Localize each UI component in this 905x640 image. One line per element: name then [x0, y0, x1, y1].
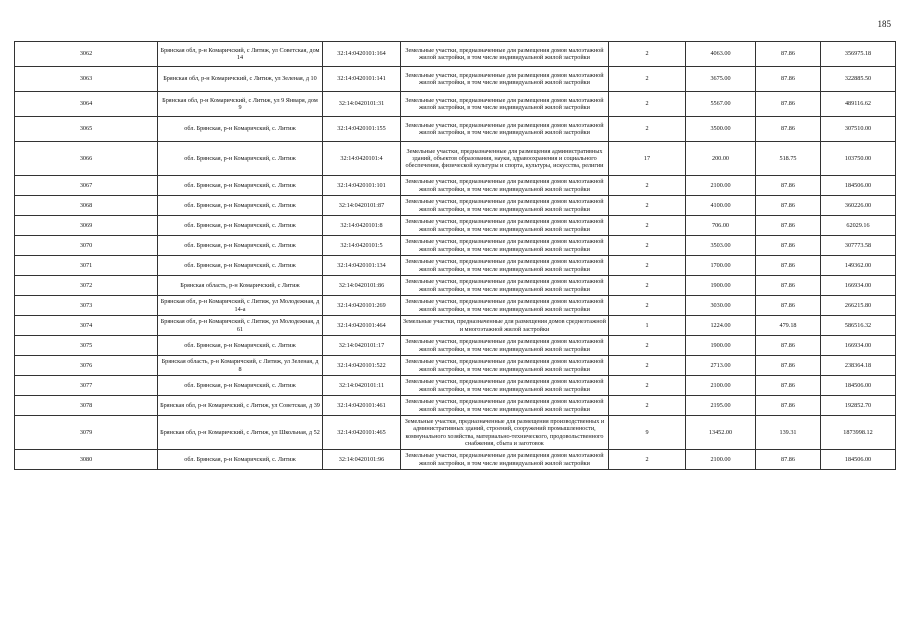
rate-cell: 87.86: [756, 67, 821, 92]
address-cell: обл. Брянская, р-н Комаричский, с. Литиж: [158, 256, 323, 276]
address-cell: обл. Брянская, р-н Комаричский, с. Литиж: [158, 376, 323, 396]
address-cell: обл. Брянская, р-н Комаричский, с. Литиж: [158, 142, 323, 176]
address-cell: обл. Брянская, р-н Комаричский, с. Литиж: [158, 176, 323, 196]
cadastral-value-cell: 266215.80: [821, 296, 896, 316]
cadastral-value-cell: 149362.00: [821, 256, 896, 276]
land-use-cell: Земельные участки, предназначенные для размещения домов малоэтажной жилой застройки, в том числе индивидуальной жилой застройки: [401, 92, 609, 117]
area-cell: 4100.00: [686, 196, 756, 216]
area-cell: 3675.00: [686, 67, 756, 92]
rate-cell: 87.86: [756, 117, 821, 142]
area-cell: 200.00: [686, 142, 756, 176]
group-cell: 17: [609, 142, 686, 176]
table-row: [15, 336, 896, 356]
row-number: 3067: [15, 176, 158, 196]
group-cell: 2: [609, 92, 686, 117]
row-number: 3076: [15, 356, 158, 376]
table-row: [15, 356, 896, 376]
cadastral-value-cell: 103750.00: [821, 142, 896, 176]
address-cell: Брянская обл, р-н Комаричский, с Литиж, ул Молодежная, д 61: [158, 316, 323, 336]
rate-cell: 518.75: [756, 142, 821, 176]
rate-cell: 479.18: [756, 316, 821, 336]
table-row: [15, 117, 896, 142]
area-cell: 2100.00: [686, 176, 756, 196]
area-cell: 3503.00: [686, 236, 756, 256]
row-number: 3074: [15, 316, 158, 336]
address-cell: обл. Брянская, р-н Комаричский, с. Литиж: [158, 336, 323, 356]
page-number: 185: [877, 19, 891, 29]
area-cell: 1900.00: [686, 276, 756, 296]
group-cell: 2: [609, 356, 686, 376]
cadastral-number-cell: 32:14:0420101:461: [323, 396, 401, 416]
cadastral-value-cell: 586516.32: [821, 316, 896, 336]
address-cell: обл. Брянская, р-н Комаричский, с. Литиж: [158, 450, 323, 470]
land-use-cell: Земельные участки, предназначенные для размещения домов малоэтажной жилой застройки, в том числе индивидуальной жилой застройки: [401, 296, 609, 316]
land-use-cell: Земельные участки, предназначенные для размещения домов малоэтажной жилой застройки, в том числе индивидуальной жилой застройки: [401, 376, 609, 396]
area-cell: 1224.00: [686, 316, 756, 336]
row-number: 3065: [15, 117, 158, 142]
address-cell: Брянская обл, р-н Комаричский, с Литиж, ул Молодежная, д 14-а: [158, 296, 323, 316]
cadastral-number-cell: 32:14:0420101:522: [323, 356, 401, 376]
area-cell: 1900.00: [686, 336, 756, 356]
land-use-cell: Земельные участки, предназначенные для размещения домов малоэтажной жилой застройки, в том числе индивидуальной жилой застройки: [401, 356, 609, 376]
address-cell: Брянская область, р-н Комаричский, с Литиж, ул Зеленая, д 8: [158, 356, 323, 376]
group-cell: 9: [609, 416, 686, 450]
rate-cell: 87.86: [756, 236, 821, 256]
row-number: 3080: [15, 450, 158, 470]
table-row: [15, 296, 896, 316]
row-number: 3071: [15, 256, 158, 276]
rate-cell: 87.86: [756, 356, 821, 376]
land-use-cell: Земельные участки, предназначенные для размещения домов малоэтажной жилой застройки, в том числе индивидуальной жилой застройки: [401, 396, 609, 416]
rate-cell: 87.86: [756, 42, 821, 67]
rate-cell: 87.86: [756, 336, 821, 356]
table-row: [15, 67, 896, 92]
cadastral-number-cell: 32:14:0420101:141: [323, 67, 401, 92]
table-row: [15, 196, 896, 216]
group-cell: 1: [609, 316, 686, 336]
group-cell: 2: [609, 236, 686, 256]
group-cell: 2: [609, 67, 686, 92]
area-cell: 2195.00: [686, 396, 756, 416]
rate-cell: 87.86: [756, 376, 821, 396]
cadastral-number-cell: 32:14:0420101:96: [323, 450, 401, 470]
group-cell: 2: [609, 196, 686, 216]
rate-cell: 87.86: [756, 276, 821, 296]
table-row: [15, 416, 896, 450]
address-cell: обл. Брянская, р-н Комаричский, с. Литиж: [158, 216, 323, 236]
cadastral-number-cell: 32:14:0420101:4: [323, 142, 401, 176]
cadastral-number-cell: 32:14:0420101:87: [323, 196, 401, 216]
table-row: [15, 376, 896, 396]
rate-cell: 87.86: [756, 176, 821, 196]
cadastral-value-cell: 1873998.12: [821, 416, 896, 450]
land-use-cell: Земельные участки, предназначенные для размещения домов малоэтажной жилой застройки, в том числе индивидуальной жилой застройки: [401, 117, 609, 142]
land-use-cell: Земельные участки, предназначенные для размещения домов малоэтажной жилой застройки, в том числе индивидуальной жилой застройки: [401, 276, 609, 296]
cadastral-value-cell: 307773.58: [821, 236, 896, 256]
row-number: 3070: [15, 236, 158, 256]
group-cell: 2: [609, 296, 686, 316]
land-use-cell: Земельные участки, предназначенные для размещения домов малоэтажной жилой застройки, в том числе индивидуальной жилой застройки: [401, 256, 609, 276]
cadastral-value-cell: 489116.62: [821, 92, 896, 117]
cadastral-number-cell: 32:14:0420101:269: [323, 296, 401, 316]
area-cell: 2713.00: [686, 356, 756, 376]
group-cell: 2: [609, 256, 686, 276]
land-use-cell: Земельные участки, предназначенные для размещения административных зданий, объектов образования, науки, здравоохранения и социального обеспечения, физической культуры и спорта, культуры, искусства, религии: [401, 142, 609, 176]
cadastral-value-cell: 166934.00: [821, 336, 896, 356]
row-number: 3063: [15, 67, 158, 92]
table-row: [15, 176, 896, 196]
row-number: 3068: [15, 196, 158, 216]
table-row: [15, 42, 896, 67]
address-cell: Брянская обл, р-н Комаричский, с Литиж, ул Зеленая, д 10: [158, 67, 323, 92]
table-row: [15, 92, 896, 117]
land-use-cell: Земельные участки, предназначенные для размещения домов малоэтажной жилой застройки, в том числе индивидуальной жилой застройки: [401, 42, 609, 67]
cadastral-number-cell: 32:14:0420101:465: [323, 416, 401, 450]
cadastral-value-cell: 184506.00: [821, 176, 896, 196]
area-cell: 1700.00: [686, 256, 756, 276]
table-row: [15, 216, 896, 236]
group-cell: 2: [609, 450, 686, 470]
cadastral-number-cell: 32:14:0420101:164: [323, 42, 401, 67]
cadastral-number-cell: 32:14:0420101:86: [323, 276, 401, 296]
cadastral-number-cell: 32:14:0420101:464: [323, 316, 401, 336]
table-row: [15, 316, 896, 336]
row-number: 3062: [15, 42, 158, 67]
table-row: [15, 236, 896, 256]
group-cell: 2: [609, 42, 686, 67]
address-cell: Брянская обл, р-н Комаричский, с Литиж, ул Школьная, д 52: [158, 416, 323, 450]
table-row: [15, 450, 896, 470]
land-use-cell: Земельные участки, предназначенные для размещения производственных и административных зданий, строений, сооружений промышленности, коммунального хозяйства, материально-технического, продовольственного снабжения, сбыта и заготовок: [401, 416, 609, 450]
table-row: [15, 396, 896, 416]
rate-cell: 87.86: [756, 396, 821, 416]
address-cell: Брянская область, р-н Комаричский, с Литиж: [158, 276, 323, 296]
group-cell: 2: [609, 276, 686, 296]
group-cell: 2: [609, 376, 686, 396]
cadastral-number-cell: 32:14:0420101:134: [323, 256, 401, 276]
cadastral-value-cell: 166934.00: [821, 276, 896, 296]
address-cell: Брянская обл, р-н Комаричский, с Литиж, ул 9 Января, дом 9: [158, 92, 323, 117]
area-cell: 3030.00: [686, 296, 756, 316]
table-row: [15, 256, 896, 276]
cadastral-value-cell: 62029.16: [821, 216, 896, 236]
cadastral-value-cell: 360226.00: [821, 196, 896, 216]
land-use-cell: Земельные участки, предназначенные для размещения домов малоэтажной жилой застройки, в том числе индивидуальной жилой застройки: [401, 336, 609, 356]
area-cell: 2100.00: [686, 376, 756, 396]
cadastral-number-cell: 32:14:0420101:11: [323, 376, 401, 396]
row-number: 3075: [15, 336, 158, 356]
row-number: 3069: [15, 216, 158, 236]
rate-cell: 87.86: [756, 296, 821, 316]
address-cell: Брянская обл, р-н Комаричский, с Литиж, ул Советская, д 39: [158, 396, 323, 416]
cadastral-value-cell: 184506.00: [821, 376, 896, 396]
area-cell: 3500.00: [686, 117, 756, 142]
land-use-cell: Земельные участки, предназначенные для размещения домов малоэтажной жилой застройки, в том числе индивидуальной жилой застройки: [401, 236, 609, 256]
row-number: 3072: [15, 276, 158, 296]
cadastral-number-cell: 32:14:0420101:31: [323, 92, 401, 117]
cadastral-value-cell: 192852.70: [821, 396, 896, 416]
area-cell: 2100.00: [686, 450, 756, 470]
cadastral-number-cell: 32:14:0420101:17: [323, 336, 401, 356]
land-use-cell: Земельные участки, предназначенные для размещения домов среднеэтажной и многоэтажной жилой застройки: [401, 316, 609, 336]
area-cell: 13452.00: [686, 416, 756, 450]
rate-cell: 87.86: [756, 450, 821, 470]
cadastral-value-cell: 322885.50: [821, 67, 896, 92]
cadastral-number-cell: 32:14:0420101:101: [323, 176, 401, 196]
row-number: 3064: [15, 92, 158, 117]
cadastral-value-cell: 356975.18: [821, 42, 896, 67]
land-use-cell: Земельные участки, предназначенные для размещения домов малоэтажной жилой застройки, в том числе индивидуальной жилой застройки: [401, 216, 609, 236]
land-use-cell: Земельные участки, предназначенные для размещения домов малоэтажной жилой застройки, в том числе индивидуальной жилой застройки: [401, 450, 609, 470]
cadastral-number-cell: 32:14:0420101:155: [323, 117, 401, 142]
address-cell: обл. Брянская, р-н Комаричский, с. Литиж: [158, 117, 323, 142]
area-cell: 706.00: [686, 216, 756, 236]
address-cell: Брянская обл, р-н Комаричский, с Литиж, ул Советская, дом 14: [158, 42, 323, 67]
table-row: [15, 142, 896, 176]
row-number: 3066: [15, 142, 158, 176]
cadastral-number-cell: 32:14:0420101:8: [323, 216, 401, 236]
group-cell: 2: [609, 117, 686, 142]
rate-cell: 87.86: [756, 256, 821, 276]
land-registry-table: [14, 41, 896, 470]
area-cell: 5567.00: [686, 92, 756, 117]
address-cell: обл. Брянская, р-н Комаричский, с. Литиж: [158, 196, 323, 216]
rate-cell: 139.31: [756, 416, 821, 450]
group-cell: 2: [609, 176, 686, 196]
land-use-cell: Земельные участки, предназначенные для размещения домов малоэтажной жилой застройки, в том числе индивидуальной жилой застройки: [401, 196, 609, 216]
rate-cell: 87.86: [756, 196, 821, 216]
address-cell: обл. Брянская, р-н Комаричский, с. Литиж: [158, 236, 323, 256]
land-use-cell: Земельные участки, предназначенные для размещения домов малоэтажной жилой застройки, в том числе индивидуальной жилой застройки: [401, 67, 609, 92]
cadastral-number-cell: 32:14:0420101:5: [323, 236, 401, 256]
rate-cell: 87.86: [756, 216, 821, 236]
table-body: [15, 42, 896, 470]
group-cell: 2: [609, 336, 686, 356]
cadastral-value-cell: 238364.18: [821, 356, 896, 376]
land-use-cell: Земельные участки, предназначенные для размещения домов малоэтажной жилой застройки, в том числе индивидуальной жилой застройки: [401, 176, 609, 196]
cadastral-value-cell: 307510.00: [821, 117, 896, 142]
row-number: 3073: [15, 296, 158, 316]
area-cell: 4063.00: [686, 42, 756, 67]
row-number: 3078: [15, 396, 158, 416]
rate-cell: 87.86: [756, 92, 821, 117]
row-number: 3079: [15, 416, 158, 450]
group-cell: 2: [609, 216, 686, 236]
group-cell: 2: [609, 396, 686, 416]
cadastral-value-cell: 184506.00: [821, 450, 896, 470]
table-row: [15, 276, 896, 296]
row-number: 3077: [15, 376, 158, 396]
